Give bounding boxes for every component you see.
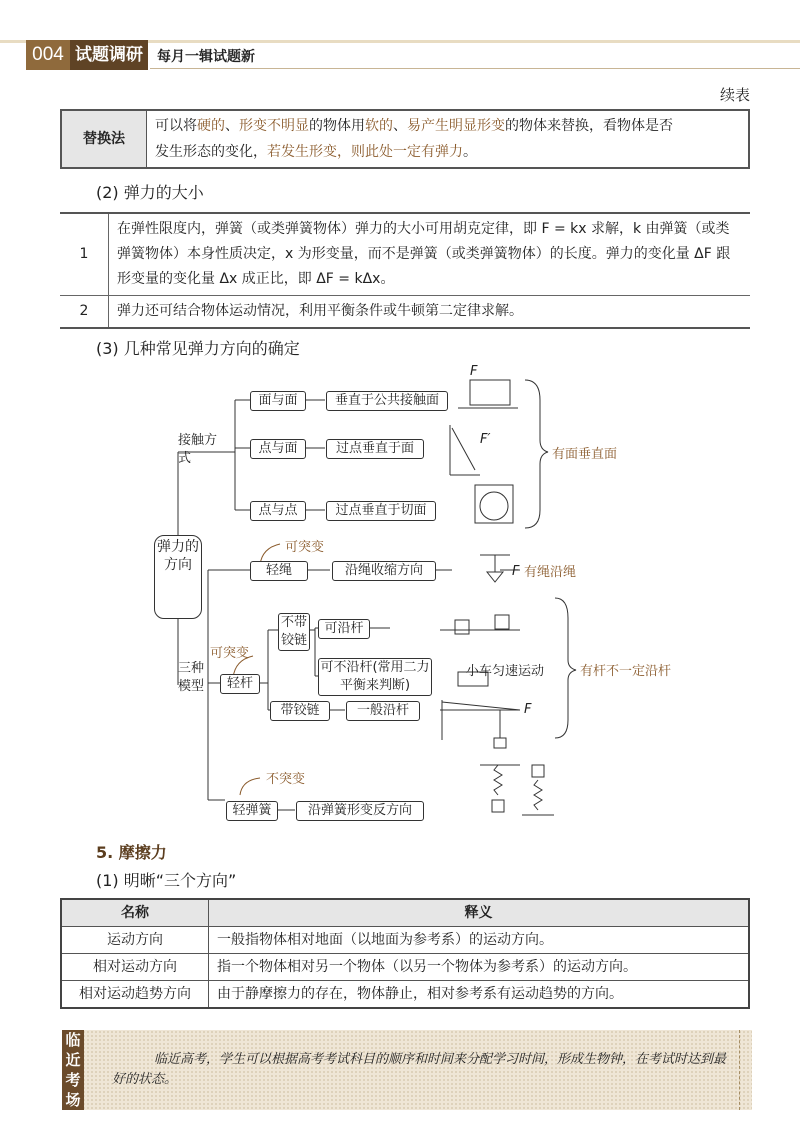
rule-along-rod: 可沿杆 <box>318 619 370 639</box>
section-heading-direction: (3) 几种常见弹力方向的确定 <box>96 339 300 358</box>
table-cell: 由于静摩擦力的存在，物体静止，相对参考系有运动趋势的方向。 <box>209 981 750 1009</box>
hinge-rod-sketch <box>442 702 520 710</box>
table-cell: 在弹性限度内，弹簧（或类弹簧物体）弹力的大小可用胡克定律，即 F = kx 求解，k 由弹簧（或类弹簧物体）本身性质决定，x 为形变量，而不是弹簧（或类弹簧物体）的长度。弹力的变化量 ΔF 跟形变量的变化量 Δx 成正比，即 ΔF = kΔx。 <box>109 213 751 296</box>
text: 的物体来替换，看物体是否 <box>505 118 673 134</box>
root-label: 弹力的方向 <box>157 539 199 573</box>
force-label: F′ <box>480 432 491 447</box>
rule-point-face: 过点垂直于面 <box>326 439 424 459</box>
row-number: 2 <box>60 296 109 329</box>
rule-spring: 沿弹簧形变反方向 <box>296 801 424 821</box>
table-row <box>61 981 749 1009</box>
rule-face-face: 垂直于公共接触面 <box>326 391 448 411</box>
spring-sketch <box>494 765 502 795</box>
force-label: F <box>512 564 520 579</box>
header-subtitle: 每月一辑试题新 <box>157 49 255 65</box>
abrupt-label: 可突变 <box>285 540 325 555</box>
table-cell: 指一个物体相对另一个物体（以另一个物体为参考系）的运动方向。 <box>209 954 750 981</box>
table-cell: 一般指物体相对地面（以地面为参考系）的运动方向。 <box>209 927 750 954</box>
abrupt-label-2: 可突变 <box>210 646 250 661</box>
contact-mode-label: 接触方式 <box>178 433 218 466</box>
node-rod: 轻杆 <box>220 674 260 694</box>
node-point-point: 点与点 <box>250 501 306 521</box>
direction-diagram <box>140 360 700 830</box>
rod-note: 有杆不一定沿杆 <box>580 664 672 679</box>
brace <box>525 380 548 528</box>
table-cell: 运动方向 <box>61 927 209 954</box>
rule-not-along: 可不沿杆(常用二力平衡来判断) <box>318 658 432 696</box>
substitute-method-table <box>60 109 750 169</box>
diagram-lines <box>140 360 700 830</box>
column-header: 名称 <box>61 899 209 927</box>
block-sketch <box>492 800 504 812</box>
column-header: 释义 <box>209 899 750 927</box>
table-cell: 相对运动趋势方向 <box>61 981 209 1009</box>
curve-arrow <box>240 778 260 795</box>
ball-box-sketch <box>475 485 513 523</box>
node-hinge: 带铰链 <box>270 701 330 721</box>
highlight: 易产生明显形变 <box>407 118 505 134</box>
footer-text: 临近高考，学生可以根据高考考试科目的顺序和时间来分配学习时间，形成生物钟，在考试时达到最好的状态。 <box>112 1052 727 1087</box>
root-node <box>154 535 202 619</box>
rule-hinge: 一般沿杆 <box>346 701 420 721</box>
table-cell <box>147 110 750 168</box>
section-heading-magnitude: (2) 弹力的大小 <box>96 183 204 202</box>
block-sketch <box>455 620 469 634</box>
section-heading-three-directions: (1) 明晰“三个方向” <box>96 871 237 890</box>
block-sketch <box>532 765 544 777</box>
continued-label: 续表 <box>719 86 750 104</box>
node-rope: 轻绳 <box>250 561 308 581</box>
table-row <box>61 110 749 168</box>
text: 的物体用 <box>309 118 365 134</box>
block-sketch <box>495 615 509 629</box>
text: 可以将 <box>155 118 197 134</box>
brace <box>555 598 576 738</box>
table-heading: 替换法 <box>61 110 147 168</box>
table-row <box>61 927 749 954</box>
text: 发生形态的变化， <box>155 144 267 160</box>
rule-point-point: 过点垂直于切面 <box>326 501 436 521</box>
node-face-face: 面与面 <box>250 391 306 411</box>
rope-note: 有绳沿绳 <box>524 565 577 580</box>
table-header-row <box>61 899 749 927</box>
force-label: F <box>524 702 532 717</box>
friction-direction-table <box>60 898 750 1009</box>
force-label: F <box>470 364 478 379</box>
footer-tip <box>62 1030 752 1110</box>
section-heading-friction: 5. 摩擦力 <box>96 843 167 862</box>
weight-sketch <box>487 572 503 582</box>
highlight: 若发生形变，则此处一定有弹力 <box>267 144 463 160</box>
table-row <box>61 954 749 981</box>
table-row <box>60 213 750 296</box>
node-spring: 轻弹簧 <box>226 801 278 821</box>
rule-rope: 沿绳收缩方向 <box>332 561 436 581</box>
text: 。 <box>463 144 477 160</box>
table-cell: 相对运动方向 <box>61 954 209 981</box>
table-cell: 弹力还可结合物体运动情况，利用平衡条件或牛顿第二定律求解。 <box>109 296 751 329</box>
node-point-face: 点与面 <box>250 439 306 459</box>
section-label: 试题调研 <box>70 40 148 70</box>
highlight: 软的 <box>365 118 393 134</box>
text: 、 <box>225 118 239 134</box>
magnitude-table <box>60 212 750 329</box>
page-header <box>0 0 800 70</box>
weight-sketch <box>494 738 506 748</box>
footer-tab: 临近考场 <box>62 1030 84 1110</box>
incline-sketch <box>470 380 510 405</box>
text: 、 <box>393 118 407 134</box>
rod-sketch <box>452 428 475 470</box>
non-abrupt-label: 不突变 <box>266 772 306 787</box>
row-number: 1 <box>60 213 109 296</box>
cart-note: 小车匀速运动 <box>466 664 545 679</box>
contact-note: 有面垂直面 <box>552 447 618 462</box>
highlight: 形变不明显 <box>239 118 309 134</box>
ball-sketch <box>480 492 508 520</box>
node-no-hinge: 不带铰链 <box>278 613 310 651</box>
table-row <box>60 296 750 329</box>
header-rule <box>150 68 800 69</box>
page-number: 004 <box>26 40 70 70</box>
spring-sketch <box>534 780 542 810</box>
footer-divider <box>737 1030 740 1110</box>
three-models-label: 三种模型 <box>178 661 205 694</box>
highlight: 硬的 <box>197 118 225 134</box>
